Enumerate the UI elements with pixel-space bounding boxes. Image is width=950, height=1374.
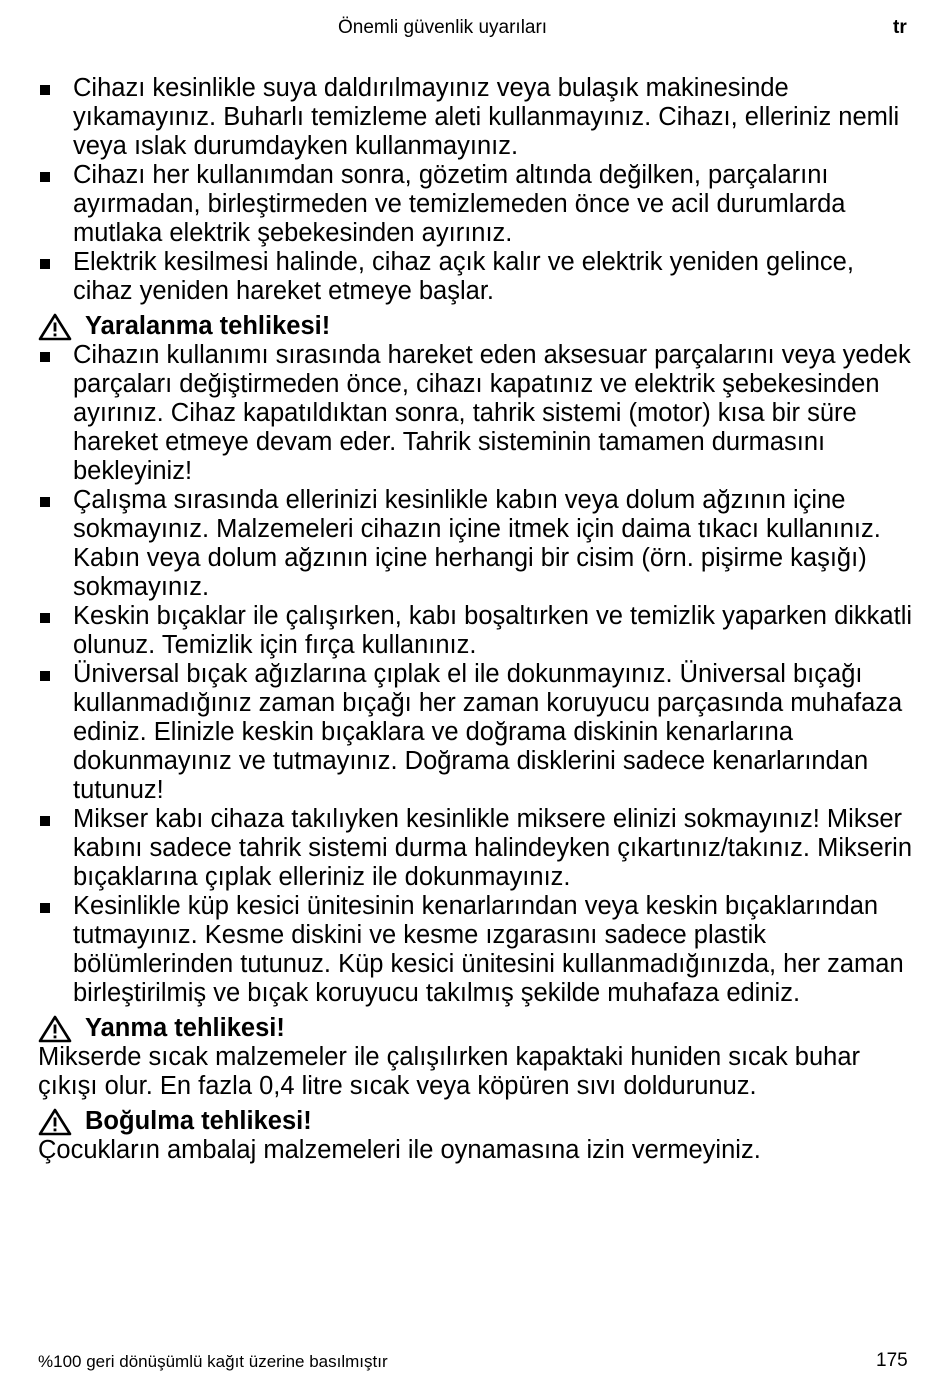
burn-heading-text: Yanma tehlikesi! <box>85 1014 285 1042</box>
warning-triangle-icon <box>38 1015 72 1043</box>
general-safety-list <box>38 74 918 306</box>
list-item: Cihazı kesinlikle suya daldırılmayınız veya bulaşık makinesinde yıkamayınız. Buharlı temizleme aleti kullanmayınız. Cihazı, elleriniz nemli veya ıslak durumdayken kullanmayınız. <box>38 74 918 161</box>
list-item: Çalışma sırasında ellerinizi kesinlikle kabın veya dolum ağzının içine sokmayınız. Malzemeleri cihazın içine itmek için daima tıkacı kullanınız. Kabın veya dolum ağzının içine herhangi bir cisim (örn. pişirme kaşığı) sokmayınız. <box>38 486 918 602</box>
suffocation-warning-heading <box>38 1107 918 1136</box>
suffocation-heading-text: Boğulma tehlikesi! <box>85 1107 312 1135</box>
list-item: Elektrik kesilmesi halinde, cihaz açık kalır ve elektrik yeniden gelince, cihaz yeniden hareket etmeye başlar. <box>38 248 918 306</box>
injury-heading-text: Yaralanma tehlikesi! <box>85 312 331 340</box>
list-item: Kesinlikle küp kesici ünitesinin kenarlarından veya keskin bıçaklarından tutmayınız. Kesme diskini ve kesme ızgarasını sadece plastik bölümlerinden tutunuz. Küp kesici ünitesini kullanmadığınızda, her zaman birleştirilmiş ve bıçak koruyucu takılmış şekilde muhafaza ediniz. <box>38 892 918 1008</box>
suffocation-warning-text: Çocukların ambalaj malzemeleri ile oynamasına izin vermeyiniz. <box>38 1136 761 1164</box>
burn-warning-text: Mikserde sıcak malzemeler ile çalışılırken kapaktaki huniden sıcak buhar çıkışı olur. En fazla 0,4 litre sıcak veya köpüren sıvı doldurunuz. <box>38 1043 861 1100</box>
injury-safety-list <box>38 341 918 1008</box>
warning-triangle-icon <box>38 313 72 341</box>
list-item: Mikser kabı cihaza takılıyken kesinlikle miksere elinizi sokmayınız! Mikser kabını sadece tahrik sistemi durma halindeyken çıkartınız/takınız. Mikserin bıçaklarına çıplak elleriniz ile dokunmayınız. <box>38 805 918 892</box>
footer-note: %100 geri dönüşümlü kağıt üzerine basılmıştır <box>38 1352 388 1371</box>
list-item: Cihazı her kullanımdan sonra, gözetim altında değilken, parçalarını ayırmadan, birleştirmeden ve temizlemeden önce ve acil durumlarda mutlaka elektrik şebekesinden ayırınız. <box>38 161 918 248</box>
page-body <box>38 74 918 1165</box>
section-title: Önemli güvenlik uyarıları <box>338 17 548 38</box>
list-item: Üniversal bıçak ağızlarına çıplak el ile dokunmayınız. Üniversal bıçağı kullanmadığınız zaman bıçağı her zaman koruyucu parçasında muhafaza ediniz. Elinizle keskin bıçaklara ve doğrama diskinin kenarlarına dokunmayınız ve tutmayınız. Doğrama disklerini sadece kenarlarından tutunuz! <box>38 660 918 805</box>
injury-warning-heading <box>38 312 918 341</box>
list-item: Keskin bıçaklar ile çalışırken, kabı boşaltırken ve temizlik yaparken dikkatli olunuz. Temizlik için fırça kullanınız. <box>38 602 918 660</box>
list-item: Cihazın kullanımı sırasında hareket eden aksesuar parçalarını veya yedek parçaları değiştirmeden önce, cihazı kapatınız ve elektrik şebekesinden ayırınız. Cihaz kapatıldıktan sonra, tahrik sistemi (motor) kısa bir süre hareket etmeye devam eder. Tahrik sisteminin tamamen durmasını bekleyiniz! <box>38 341 918 486</box>
warning-triangle-icon <box>38 1108 72 1136</box>
page-number: 175 <box>876 1350 908 1371</box>
language-code: tr <box>893 17 907 38</box>
burn-warning-heading <box>38 1014 918 1043</box>
